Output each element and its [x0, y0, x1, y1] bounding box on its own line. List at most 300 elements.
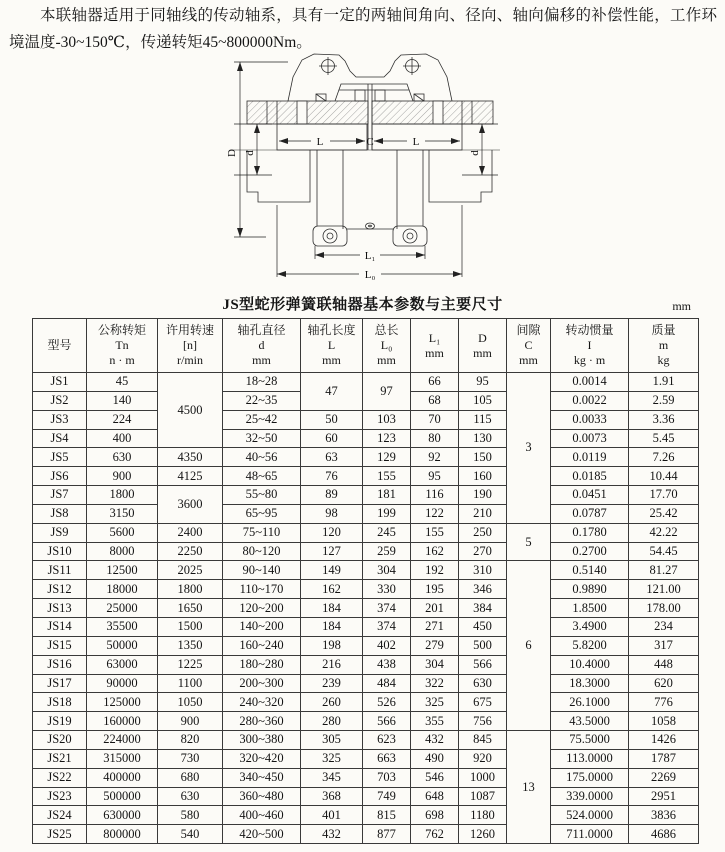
table-cell: JS15: [33, 636, 87, 655]
table-cell: 120: [301, 523, 363, 542]
table-cell: 92: [411, 448, 459, 467]
table-cell: 1350: [158, 636, 223, 655]
table-cell: 300~380: [223, 731, 301, 750]
table-cell: 500: [459, 636, 507, 655]
table-row: [33, 410, 699, 429]
table-cell: 271: [411, 617, 459, 636]
table-cell: 484: [363, 674, 411, 693]
table-cell: 620: [629, 674, 699, 693]
table-cell: 0.0022: [551, 391, 629, 410]
table-cell: 12500: [87, 561, 158, 580]
table-cell: 13: [507, 731, 551, 844]
table-cell: 0.0451: [551, 486, 629, 505]
table-cell: JS13: [33, 599, 87, 618]
table-cell: 1426: [629, 731, 699, 750]
table-cell: 198: [301, 636, 363, 655]
table-cell: 400~460: [223, 806, 301, 825]
table-cell: JS2: [33, 391, 87, 410]
table-cell: 0.0787: [551, 504, 629, 523]
table-cell: 18000: [87, 580, 158, 599]
table-cell: 60: [301, 429, 363, 448]
table-cell: 224000: [87, 731, 158, 750]
table-cell: 340~450: [223, 768, 301, 787]
table-cell: 120~200: [223, 599, 301, 618]
table-cell: 920: [459, 749, 507, 768]
table-cell: 877: [363, 825, 411, 844]
dim-label-D: D: [226, 149, 238, 157]
table-cell: 190: [459, 486, 507, 505]
table-cell: 703: [363, 768, 411, 787]
dim-label-L1: L₁: [364, 250, 376, 262]
table-cell: 280~360: [223, 712, 301, 731]
table-cell: 374: [363, 617, 411, 636]
table-cell: 95: [411, 467, 459, 486]
table-cell: 149: [301, 561, 363, 580]
table-cell: 1650: [158, 599, 223, 618]
table-cell: 162: [301, 580, 363, 599]
table-cell: JS18: [33, 693, 87, 712]
dim-label-C: C: [366, 136, 374, 148]
table-cell: 75.5000: [551, 731, 629, 750]
table-cell: 1.91: [629, 373, 699, 392]
coupling-body: [232, 54, 500, 246]
table-cell: 130: [459, 429, 507, 448]
table-cell: 184: [301, 617, 363, 636]
table-cell: JS25: [33, 825, 87, 844]
table-cell: 500000: [87, 787, 158, 806]
dim-label-L0: L₀: [364, 269, 376, 281]
table-cell: 89: [301, 486, 363, 505]
table-cell: 580: [158, 806, 223, 825]
table-cell: 10.4000: [551, 655, 629, 674]
table-cell: 43.5000: [551, 712, 629, 731]
table-cell: 325: [301, 749, 363, 768]
table-cell: 121.00: [629, 580, 699, 599]
table-cell: 820: [158, 731, 223, 750]
dim-label-d-left: d: [244, 150, 256, 156]
table-cell: 260: [301, 693, 363, 712]
table-cell: 3836: [629, 806, 699, 825]
table-cell: 17.70: [629, 486, 699, 505]
table-row: [33, 561, 699, 580]
table-cell: 5.45: [629, 429, 699, 448]
table-cell: 0.1780: [551, 523, 629, 542]
table-row: [33, 467, 699, 486]
table-row: [33, 674, 699, 693]
table-cell: 448: [629, 655, 699, 674]
table-cell: 129: [363, 448, 411, 467]
table-cell: 663: [363, 749, 411, 768]
table-cell: JS10: [33, 542, 87, 561]
table-cell: 0.2700: [551, 542, 629, 561]
table-cell: 540: [158, 825, 223, 844]
table-row: [33, 787, 699, 806]
table-cell: 90~140: [223, 561, 301, 580]
table-cell: 140: [87, 391, 158, 410]
table-cell: 75~110: [223, 523, 301, 542]
table-cell: 2400: [158, 523, 223, 542]
table-cell: 45: [87, 373, 158, 392]
table-cell: 18~28: [223, 373, 301, 392]
table-row: [33, 486, 699, 505]
table-cell: 10.44: [629, 467, 699, 486]
table-cell: 1050: [158, 693, 223, 712]
table-cell: 54.45: [629, 542, 699, 561]
table-cell: 1058: [629, 712, 699, 731]
column-header: 总长 L₀ mm: [363, 319, 411, 373]
table-cell: 845: [459, 731, 507, 750]
table-cell: JS8: [33, 504, 87, 523]
table-cell: 1087: [459, 787, 507, 806]
table-cell: 5.8200: [551, 636, 629, 655]
table-cell: 68: [411, 391, 459, 410]
table-cell: 192: [411, 561, 459, 580]
column-header: 许用转速 [n] r/min: [158, 319, 223, 373]
table-cell: 0.0014: [551, 373, 629, 392]
table-cell: 648: [411, 787, 459, 806]
table-cell: 1180: [459, 806, 507, 825]
table-cell: 900: [158, 712, 223, 731]
column-header: 轴孔直径 d mm: [223, 319, 301, 373]
table-row: [33, 542, 699, 561]
table-cell: 3.36: [629, 410, 699, 429]
table-cell: 195: [411, 580, 459, 599]
table-cell: 304: [411, 655, 459, 674]
table-cell: 4125: [158, 467, 223, 486]
table-cell: 3: [507, 373, 551, 524]
dim-label-L-right: L: [412, 136, 420, 148]
table-cell: 113.0000: [551, 749, 629, 768]
table-cell: JS4: [33, 429, 87, 448]
table-cell: 200~300: [223, 674, 301, 693]
table-cell: JS16: [33, 655, 87, 674]
table-cell: 3600: [158, 486, 223, 524]
table-cell: 900: [87, 467, 158, 486]
table-cell: 680: [158, 768, 223, 787]
table-cell: 80~120: [223, 542, 301, 561]
table-cell: 322: [411, 674, 459, 693]
table-row: [33, 523, 699, 542]
parameters-table: [32, 318, 699, 844]
table-cell: 698: [411, 806, 459, 825]
column-header: 质量 m kg: [629, 319, 699, 373]
table-cell: 279: [411, 636, 459, 655]
table-cell: 2951: [629, 787, 699, 806]
table-cell: JS19: [33, 712, 87, 731]
table-cell: 400000: [87, 768, 158, 787]
table-cell: 730: [158, 749, 223, 768]
table-cell: 762: [411, 825, 459, 844]
table-cell: 216: [301, 655, 363, 674]
table-cell: 2025: [158, 561, 223, 580]
table-row: [33, 599, 699, 618]
table-row: [33, 580, 699, 599]
table-cell: 35500: [87, 617, 158, 636]
table-cell: 239: [301, 674, 363, 693]
table-cell: 675: [459, 693, 507, 712]
intro-paragraph: 本联轴器适用于同轴线的传动轴系，具有一定的两轴间角向、径向、轴向偏移的补偿性能，工作环境温度-30~150℃，传递转矩45~800000Nm。: [9, 7, 717, 51]
table-cell: 374: [363, 599, 411, 618]
table-cell: 438: [363, 655, 411, 674]
table-row: [33, 448, 699, 467]
table-cell: 756: [459, 712, 507, 731]
table-row: [33, 655, 699, 674]
table-cell: 160: [459, 467, 507, 486]
column-header: 转动惯量 I kg · m: [551, 319, 629, 373]
table-cell: 490: [411, 749, 459, 768]
table-cell: 315000: [87, 749, 158, 768]
table-cell: 127: [301, 542, 363, 561]
table-row: [33, 731, 699, 750]
table-cell: 180~280: [223, 655, 301, 674]
table-cell: 5600: [87, 523, 158, 542]
table-cell: 210: [459, 504, 507, 523]
table-cell: 103: [363, 410, 411, 429]
table-cell: 175.0000: [551, 768, 629, 787]
coupling-drawing: [226, 50, 506, 286]
table-cell: 0.0073: [551, 429, 629, 448]
table-cell: 245: [363, 523, 411, 542]
table-cell: JS7: [33, 486, 87, 505]
table-cell: 317: [629, 636, 699, 655]
table-cell: 199: [363, 504, 411, 523]
table-cell: 250: [459, 523, 507, 542]
table-cell: 162: [411, 542, 459, 561]
table-cell: 184: [301, 599, 363, 618]
table-cell: JS11: [33, 561, 87, 580]
table-cell: 26.1000: [551, 693, 629, 712]
table-cell: 80: [411, 429, 459, 448]
table-cell: 355: [411, 712, 459, 731]
table-cell: 25000: [87, 599, 158, 618]
table-cell: 160000: [87, 712, 158, 731]
table-cell: 450: [459, 617, 507, 636]
table-cell: JS9: [33, 523, 87, 542]
table-cell: 1800: [158, 580, 223, 599]
table-cell: 50000: [87, 636, 158, 655]
table-cell: 90000: [87, 674, 158, 693]
table-cell: 1225: [158, 655, 223, 674]
table-cell: 110~170: [223, 580, 301, 599]
table-cell: 42.22: [629, 523, 699, 542]
table-cell: 48~65: [223, 467, 301, 486]
table-cell: 305: [301, 731, 363, 750]
table-cell: 22~35: [223, 391, 301, 410]
table-cell: 2.59: [629, 391, 699, 410]
table-cell: 8000: [87, 542, 158, 561]
table-cell: 0.0033: [551, 410, 629, 429]
table-row: [33, 712, 699, 731]
table-cell: 320~420: [223, 749, 301, 768]
coupling-diagram: [226, 50, 506, 286]
table-cell: 3150: [87, 504, 158, 523]
table-cell: 4500: [158, 373, 223, 448]
table-cell: 325: [411, 693, 459, 712]
table-row: [33, 693, 699, 712]
table-cell: 345: [301, 768, 363, 787]
table-cell: 566: [459, 655, 507, 674]
table-cell: 711.0000: [551, 825, 629, 844]
table-cell: 2269: [629, 768, 699, 787]
table-cell: 566: [363, 712, 411, 731]
table-cell: 63: [301, 448, 363, 467]
table-cell: 1100: [158, 674, 223, 693]
table-cell: 1800: [87, 486, 158, 505]
table-cell: 4350: [158, 448, 223, 467]
table-cell: 339.0000: [551, 787, 629, 806]
table-cell: 524.0000: [551, 806, 629, 825]
table-row: [33, 373, 699, 392]
table-cell: 155: [363, 467, 411, 486]
table-cell: 1787: [629, 749, 699, 768]
table-cell: 800000: [87, 825, 158, 844]
dimension-lines: [234, 62, 498, 277]
table-cell: 240~320: [223, 693, 301, 712]
table-cell: 55~80: [223, 486, 301, 505]
table-cell: JS14: [33, 617, 87, 636]
table-cell: 546: [411, 768, 459, 787]
table-cell: JS3: [33, 410, 87, 429]
table-row: [33, 636, 699, 655]
table-cell: 178.00: [629, 599, 699, 618]
table-cell: 140~200: [223, 617, 301, 636]
table-cell: JS21: [33, 749, 87, 768]
table-cell: 432: [411, 731, 459, 750]
table-cell: 815: [363, 806, 411, 825]
table-cell: 7.26: [629, 448, 699, 467]
table-row: [33, 806, 699, 825]
column-header: 轴孔长度 L mm: [301, 319, 363, 373]
table-cell: 115: [459, 410, 507, 429]
table-cell: 401: [301, 806, 363, 825]
table-cell: 122: [411, 504, 459, 523]
table-cell: 98: [301, 504, 363, 523]
table-cell: 0.9890: [551, 580, 629, 599]
table-cell: JS1: [33, 373, 87, 392]
table-cell: 4686: [629, 825, 699, 844]
table-cell: 1000: [459, 768, 507, 787]
unit-note: mm: [672, 299, 691, 313]
table-cell: 116: [411, 486, 459, 505]
table-cell: 5: [507, 523, 551, 561]
table-cell: 432: [301, 825, 363, 844]
table-cell: JS23: [33, 787, 87, 806]
table-cell: 81.27: [629, 561, 699, 580]
table-cell: 749: [363, 787, 411, 806]
column-header: 公称转矩 Tn n · m: [87, 319, 158, 373]
table-cell: JS22: [33, 768, 87, 787]
table-cell: 368: [301, 787, 363, 806]
table-row: [33, 617, 699, 636]
table-cell: 259: [363, 542, 411, 561]
table-cell: 402: [363, 636, 411, 655]
table-cell: 1500: [158, 617, 223, 636]
table-cell: 330: [363, 580, 411, 599]
dim-label-d-right: d: [469, 150, 481, 156]
table-cell: 630: [158, 787, 223, 806]
table-cell: 123: [363, 429, 411, 448]
table-cell: 224: [87, 410, 158, 429]
table-cell: 25~42: [223, 410, 301, 429]
table-header-row: [33, 319, 699, 373]
table-cell: JS20: [33, 731, 87, 750]
table-cell: 0.0119: [551, 448, 629, 467]
table-cell: 280: [301, 712, 363, 731]
column-header: 型号: [33, 319, 87, 373]
table-cell: 3.4900: [551, 617, 629, 636]
table-row: [33, 504, 699, 523]
table-cell: 150: [459, 448, 507, 467]
table-title: JS型蛇形弹簧联轴器基本参数与主要尺寸: [222, 297, 503, 313]
table-cell: 97: [363, 373, 411, 411]
column-header: L₁ mm: [411, 319, 459, 373]
table-cell: 181: [363, 486, 411, 505]
table-cell: JS6: [33, 467, 87, 486]
table-cell: 18.3000: [551, 674, 629, 693]
table-cell: JS24: [33, 806, 87, 825]
table-cell: 50: [301, 410, 363, 429]
table-cell: JS12: [33, 580, 87, 599]
table-cell: 65~95: [223, 504, 301, 523]
table-row: [33, 749, 699, 768]
table-cell: 400: [87, 429, 158, 448]
table-cell: 630000: [87, 806, 158, 825]
table-cell: 623: [363, 731, 411, 750]
table-cell: 1.8500: [551, 599, 629, 618]
table-cell: 360~480: [223, 787, 301, 806]
table-cell: 76: [301, 467, 363, 486]
table-cell: 630: [459, 674, 507, 693]
table-cell: 32~50: [223, 429, 301, 448]
table-cell: 25.42: [629, 504, 699, 523]
table-cell: 6: [507, 561, 551, 731]
table-cell: 304: [363, 561, 411, 580]
table-body: [33, 373, 699, 844]
table-cell: JS5: [33, 448, 87, 467]
table-cell: 630: [87, 448, 158, 467]
table-row: [33, 825, 699, 844]
table-cell: 1260: [459, 825, 507, 844]
table-row: [33, 768, 699, 787]
table-row: [33, 429, 699, 448]
table-cell: 125000: [87, 693, 158, 712]
table-cell: 70: [411, 410, 459, 429]
table-cell: 234: [629, 617, 699, 636]
table-cell: 270: [459, 542, 507, 561]
table-cell: 66: [411, 373, 459, 392]
table-cell: 105: [459, 391, 507, 410]
table-cell: 346: [459, 580, 507, 599]
table-cell: 47: [301, 373, 363, 411]
table-cell: 155: [411, 523, 459, 542]
table-cell: 40~56: [223, 448, 301, 467]
table-cell: 420~500: [223, 825, 301, 844]
table-cell: 776: [629, 693, 699, 712]
column-header: D mm: [459, 319, 507, 373]
table-cell: 0.5140: [551, 561, 629, 580]
dim-label-L-left: L: [316, 136, 324, 148]
table-cell: 384: [459, 599, 507, 618]
table-cell: 95: [459, 373, 507, 392]
table-cell: 2250: [158, 542, 223, 561]
table-cell: 526: [363, 693, 411, 712]
table-cell: 0.0185: [551, 467, 629, 486]
dimension-labels: [226, 136, 481, 281]
column-header: 间隙 C mm: [507, 319, 551, 373]
table-cell: JS17: [33, 674, 87, 693]
table-cell: 63000: [87, 655, 158, 674]
table-cell: 160~240: [223, 636, 301, 655]
